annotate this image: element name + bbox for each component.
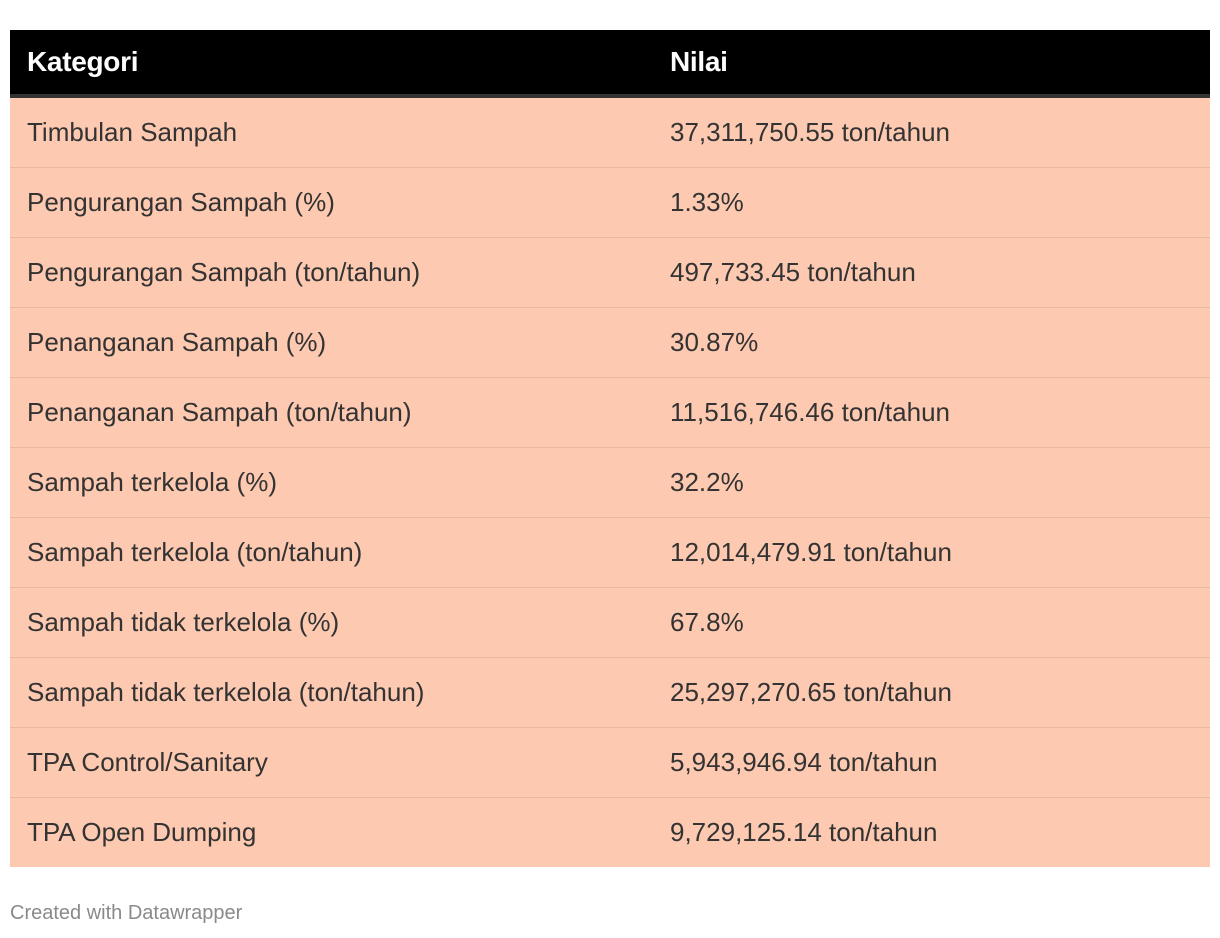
cell-kategori: Penanganan Sampah (%) <box>10 308 653 378</box>
cell-kategori: TPA Open Dumping <box>27 817 257 847</box>
cell-nilai: 67.8% <box>653 588 1210 658</box>
table-header <box>10 30 1210 96</box>
table-row <box>10 518 1210 588</box>
data-table <box>10 30 1210 867</box>
cell-nilai: 497,733.45 ton/tahun <box>653 238 1210 308</box>
cell-kategori: Sampah terkelola (ton/tahun) <box>10 518 653 588</box>
cell-kategori: Sampah tidak terkelola (%) <box>10 588 653 658</box>
cell-nilai: 12,014,479.91 ton/tahun <box>653 518 1210 588</box>
column-header-nilai[interactable]: Nilai <box>653 30 1210 96</box>
cell-nilai: 30.87% <box>653 308 1210 378</box>
cell-nilai: 1.33% <box>653 168 1210 238</box>
table-row <box>10 588 1210 658</box>
cell-kategori: Pengurangan Sampah (%) <box>10 168 653 238</box>
header-row <box>10 30 1210 96</box>
cell-kategori: Pengurangan Sampah (ton/tahun) <box>10 238 653 308</box>
cell-kategori: TPA Control/Sanitary <box>10 728 653 798</box>
cell-nilai: 37,311,750.55 ton/tahun <box>653 96 1210 168</box>
table-row <box>10 378 1210 448</box>
cell-nilai: 25,297,270.65 ton/tahun <box>653 658 1210 728</box>
table-row <box>10 168 1210 238</box>
cell-kategori: Penanganan Sampah (ton/tahun) <box>10 378 653 448</box>
table-body <box>10 96 1210 867</box>
table-row <box>10 448 1210 518</box>
table-row <box>10 728 1210 798</box>
cell-kategori: Sampah terkelola (%) <box>10 448 653 518</box>
cell-kategori: Sampah tidak terkelola (ton/tahun) <box>10 658 653 728</box>
cell-nilai: 5,943,946.94 ton/tahun <box>653 728 1210 798</box>
cell-kategori: Timbulan Sampah <box>10 96 653 168</box>
datawrapper-credit[interactable]: Created with Datawrapper <box>10 902 243 924</box>
table-row <box>10 658 1210 728</box>
data-table-container <box>10 30 1210 867</box>
table-row <box>10 798 1210 868</box>
table-row <box>10 308 1210 378</box>
table-row <box>10 238 1210 308</box>
table-row <box>10 96 1210 168</box>
cell-nilai: 9,729,125.14 ton/tahun <box>670 817 938 847</box>
column-header-kategori[interactable]: Kategori <box>10 30 653 96</box>
cell-nilai: 32.2% <box>653 448 1210 518</box>
cell-nilai: 11,516,746.46 ton/tahun <box>653 378 1210 448</box>
